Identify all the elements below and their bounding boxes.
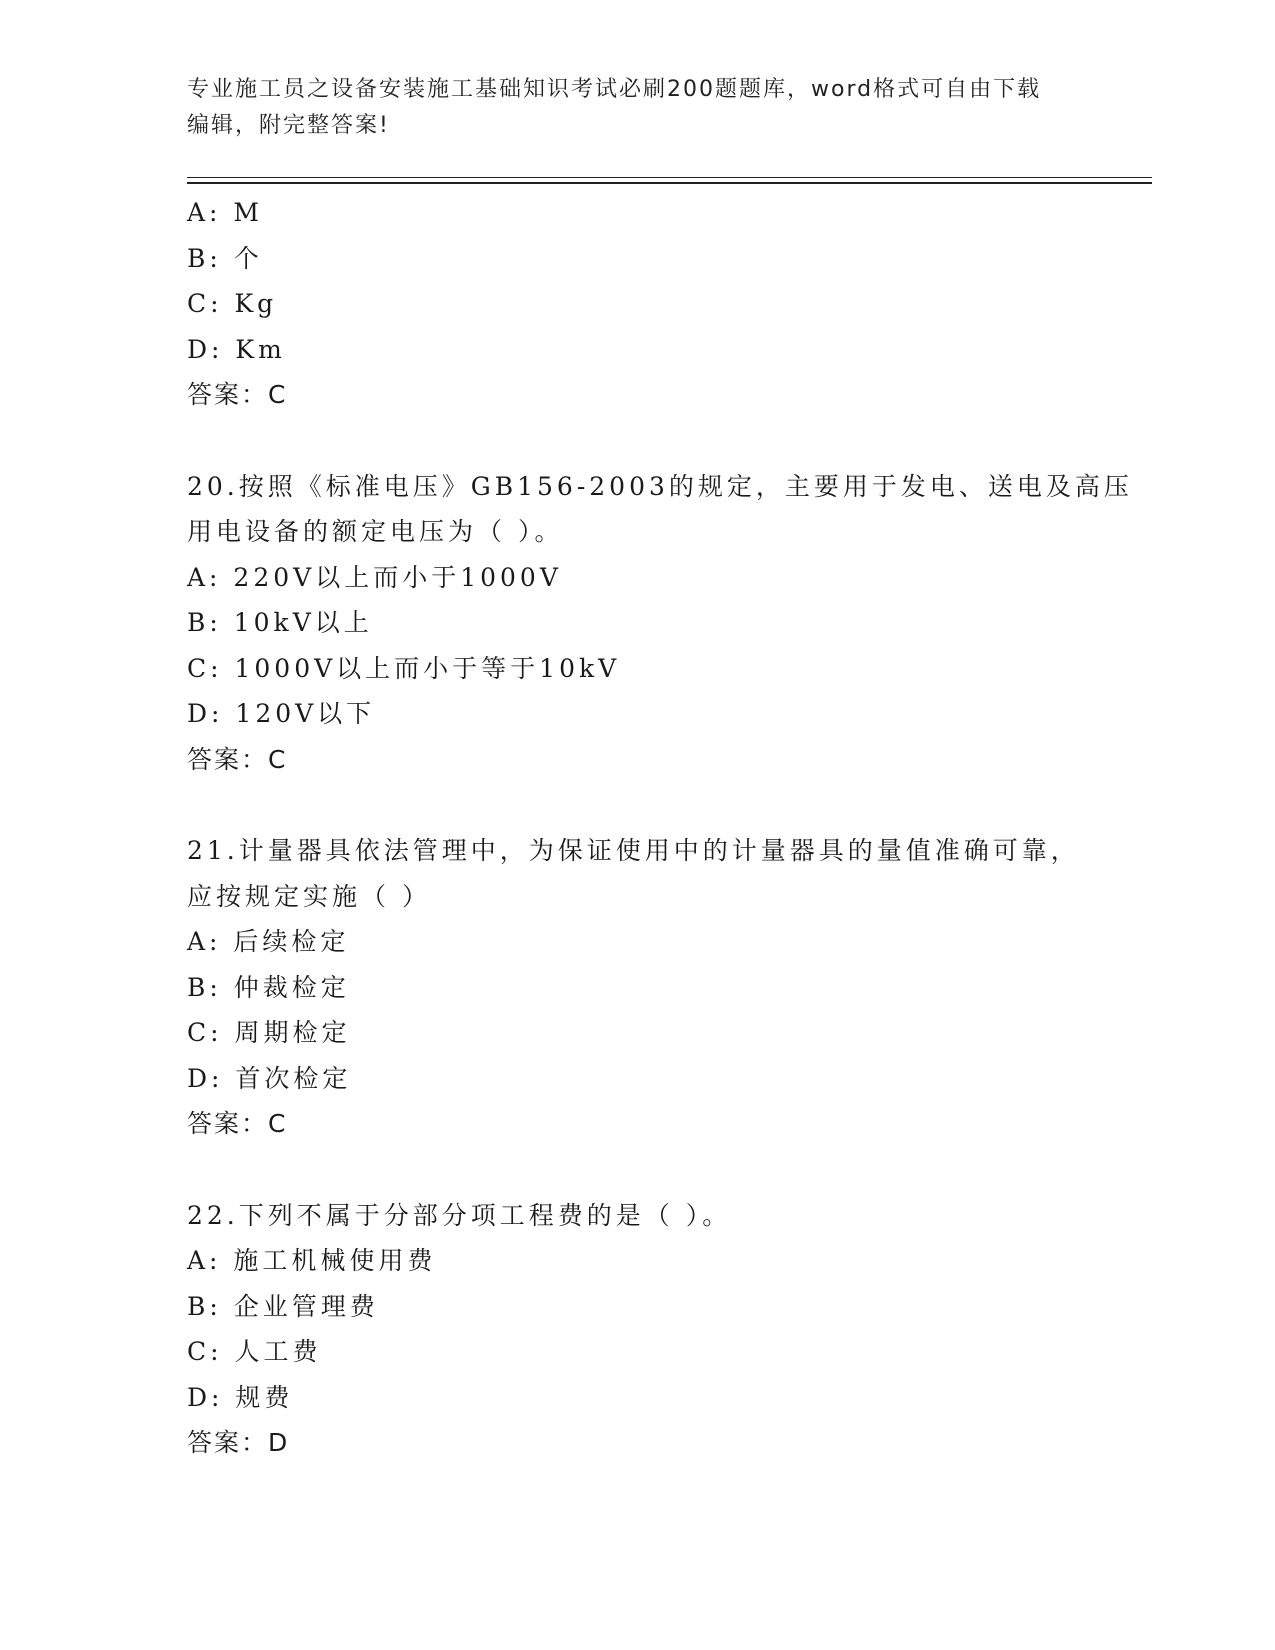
- option-c: C: 周期检定: [187, 1018, 351, 1047]
- question-stem-line-1: 21.计量器具依法管理中，为保证使用中的计量器具的量值准确可靠，: [187, 836, 1080, 865]
- question-21: [187, 828, 1087, 1147]
- answer-line: 答案：C: [187, 1109, 288, 1138]
- question-stem-line-2: 应按规定实施（ ）: [187, 881, 431, 911]
- option-c: C: Kg: [187, 289, 278, 318]
- question-stem-line-1: 20.按照《标准电压》GB156-2003的规定，主要用于发电、送电及高压: [187, 471, 1133, 501]
- option-c: C: 人工费: [187, 1337, 322, 1366]
- question-19-continued: [187, 190, 1087, 418]
- document-header: [187, 72, 1087, 144]
- answer-line: 答案：C: [187, 380, 288, 409]
- option-a: A: 220V以上而小于1000V: [187, 562, 562, 592]
- option-a: A: 施工机械使用费: [187, 1246, 437, 1275]
- answer-line: 答案：C: [187, 744, 288, 774]
- question-list: [187, 190, 1133, 1466]
- question-stem-line-2: 用电设备的额定电压为（ ）。: [187, 517, 564, 546]
- option-b: B: 个: [187, 243, 263, 273]
- question-20: [187, 464, 1133, 783]
- question-stem-line-1: 22.下列不属于分部分项工程费的是（ ）。: [187, 1200, 732, 1230]
- option-b: B: 10kV以上: [187, 608, 373, 637]
- question-22: [187, 1193, 1087, 1466]
- option-a: A: 后续检定: [187, 927, 350, 956]
- option-b: B: 企业管理费: [187, 1291, 379, 1321]
- header-divider-thin: [187, 177, 1152, 178]
- header-divider-thick: [187, 182, 1152, 184]
- option-c: C: 1000V以上而小于等于10kV: [187, 653, 621, 683]
- option-b: B: 仲裁检定: [187, 972, 350, 1002]
- header-title-line-1: 专业施工员之设备安装施工基础知识考试必刷200题题库，word格式可自由下载: [187, 77, 1042, 102]
- answer-line: 答案：D: [187, 1428, 290, 1457]
- option-a: A: M: [187, 198, 264, 227]
- option-d: D: 120V以下: [187, 699, 376, 728]
- option-d: D: 首次检定: [187, 1063, 352, 1093]
- option-d: D: Km: [187, 334, 286, 364]
- option-d: D: 规费: [187, 1382, 294, 1412]
- header-title-line-2: 编辑，附完整答案!: [187, 113, 390, 138]
